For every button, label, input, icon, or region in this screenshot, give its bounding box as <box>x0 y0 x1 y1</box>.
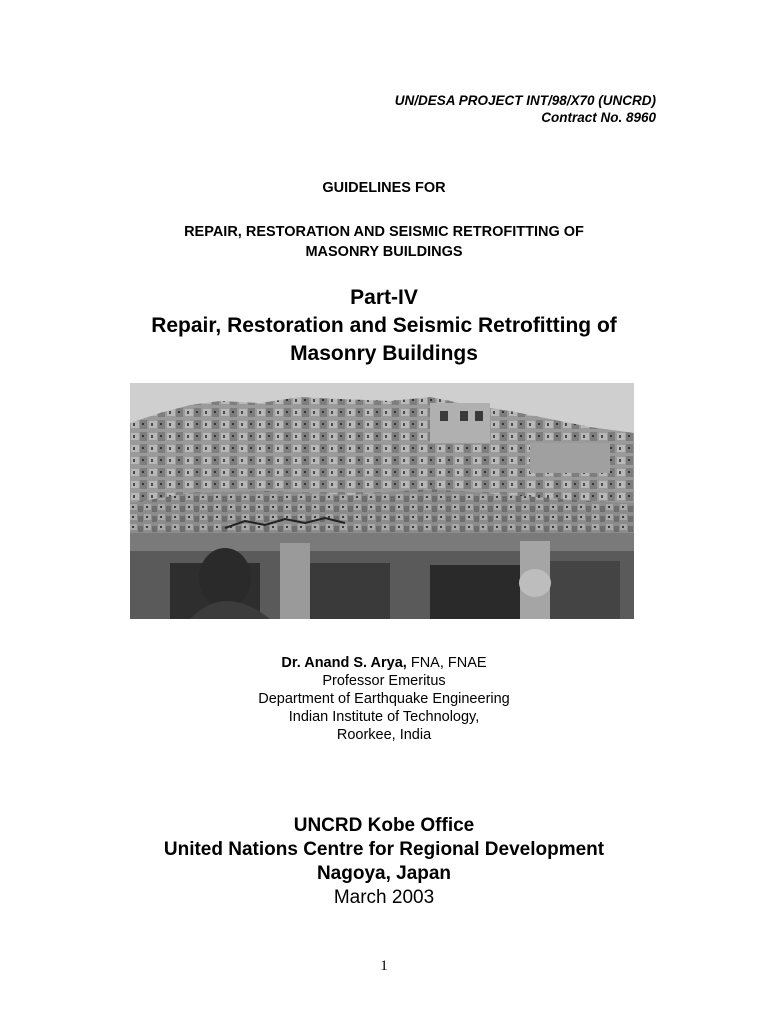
project-reference <box>395 92 656 126</box>
author-name: Dr. Anand S. Arya, <box>281 655 407 671</box>
author-institute: Indian Institute of Technology, <box>288 709 480 725</box>
subtitle-line-1: REPAIR, RESTORATION AND SEISMIC RETROFITTING OF <box>184 224 584 240</box>
organization-name: United Nations Centre for Regional Development <box>163 839 605 860</box>
author-location: Roorkee, India <box>336 727 432 743</box>
publisher-block <box>0 814 768 910</box>
office-name: UNCRD Kobe Office <box>293 815 475 836</box>
office-location: Nagoya, Japan <box>316 863 452 884</box>
part-label: Part-IV <box>350 286 418 309</box>
photo-illustration <box>130 383 634 619</box>
hillside-houses-photo <box>130 383 634 619</box>
author-department: Department of Earthquake Engineering <box>258 691 510 707</box>
subtitle-line-2: MASONRY BUILDINGS <box>305 244 463 260</box>
author-line <box>0 654 768 672</box>
author-credentials: FNA, FNAE <box>406 655 487 671</box>
author-block <box>0 654 768 744</box>
contract-number: Contract No. 8960 <box>541 110 656 125</box>
author-title: Professor Emeritus <box>322 673 446 689</box>
guidelines-heading: GUIDELINES FOR <box>322 180 446 196</box>
project-code: UN/DESA PROJECT INT/98/X70 (UNCRD) <box>394 93 656 108</box>
publication-date: March 2003 <box>333 887 435 908</box>
part-title <box>0 284 768 368</box>
part-title-line-1: Repair, Restoration and Seismic Retrofitting of <box>151 314 617 337</box>
part-title-line-2: Masonry Buildings <box>290 342 478 365</box>
page-number: 1 <box>380 958 388 974</box>
document-subtitle <box>0 222 768 262</box>
